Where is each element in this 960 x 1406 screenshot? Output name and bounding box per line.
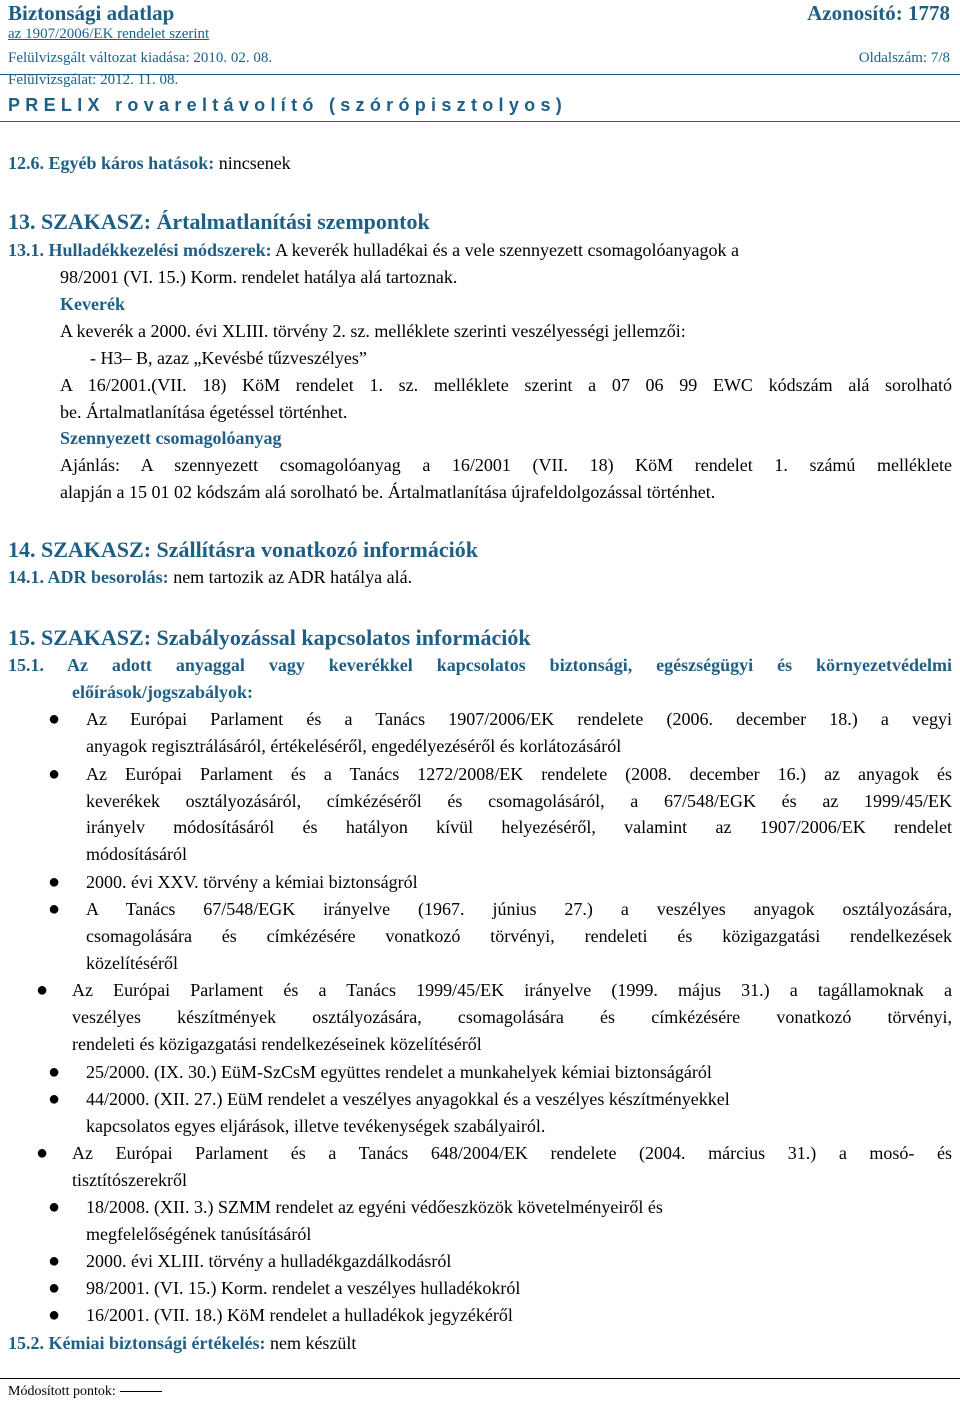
section-14-title: 14. SZAKASZ: Szállításra vonatkozó információk	[8, 537, 478, 562]
mixture-line-1: A keverék a 2000. évi XLIII. törvény 2. sz. melléklete szerinti veszélyességi jellemzői:	[60, 321, 686, 341]
regulation-subtitle: az 1907/2006/EK rendelet szerint	[8, 26, 210, 42]
list-bullet: ●	[48, 1196, 61, 1218]
list-item: Az Európai Parlament és a Tanács 648/2004/EK rendelete (2004. március 31.) a mosó- és	[72, 1143, 952, 1163]
mixture-line-2: - H3– B, azaz „Kevésbé tűzveszélyes”	[90, 348, 367, 368]
list-item: Az Európai Parlament és a Tanács 1907/2006/EK rendelete (2006. december 18.) a vegyi	[86, 709, 952, 729]
list-item: módosításáról	[86, 844, 187, 864]
section-15-title: 15. SZAKASZ: Szabályozással kapcsolatos információk	[8, 625, 531, 650]
section-13-1-line2: 98/2001 (VI. 15.) Korm. rendelet hatálya alá tartoznak.	[60, 267, 458, 287]
list-bullet: ●	[48, 898, 61, 920]
list-item: Az Európai Parlament és a Tanács 1272/2008/EK rendelete (2008. december 16.) az anyagok és	[86, 764, 952, 784]
section-15-2	[8, 1333, 356, 1354]
list-item: 18/2008. (XII. 3.) SZMM rendelet az egyéni védőeszközök követelményeiről és	[86, 1197, 663, 1217]
list-bullet: ●	[48, 1304, 61, 1326]
list-item: tisztítószerekről	[72, 1170, 187, 1190]
section-13-1-text: A keverék hulladékai és a vele szennyezett csomagolóanyagok a	[271, 240, 739, 260]
packaging-heading: Szennyezett csomagolóanyag	[60, 428, 282, 448]
list-bullet: ●	[48, 708, 61, 730]
section-15-2-value: nem készült	[265, 1333, 357, 1353]
footer-modified-points	[8, 1384, 162, 1400]
mixture-line-4: be. Ártalmatlanítása égetéssel történhet.	[60, 402, 348, 422]
list-bullet: ●	[48, 1061, 61, 1083]
section-15-1-line2: előírások/jogszabályok:	[72, 682, 254, 702]
list-item: 2000. évi XLIII. törvény a hulladékgazdálkodásról	[86, 1251, 452, 1271]
list-item: 2000. évi XXV. törvény a kémiai biztonságról	[86, 872, 418, 892]
section-12-6-label: 12.6. Egyéb káros hatások:	[8, 153, 215, 173]
section-15-2-label: 15.2. Kémiai biztonsági értékelés:	[8, 1333, 266, 1353]
section-15-1-line1: 15.1. Az adott anyaggal vagy keverékkel kapcsolatos biztonsági, egészségügyi és környezetvédelmi	[8, 655, 952, 675]
list-item: Az Európai Parlament és a Tanács 1999/45/EK irányelve (1999. május 31.) a tagállamoknak a	[72, 980, 952, 1000]
header-divider-top	[0, 74, 960, 75]
list-item: 44/2000. (XII. 27.) EüM rendelet a veszélyes anyagokkal és a veszélyes készítményekkel	[86, 1089, 730, 1109]
list-item: 16/2001. (VII. 18.) KöM rendelet a hulladékok jegyzékéről	[86, 1305, 513, 1325]
modified-points-label: Módosított pontok:	[8, 1384, 116, 1399]
section-14-1-label: 14.1. ADR besorolás:	[8, 567, 169, 587]
list-item: 25/2000. (IX. 30.) EüM-SzCsM együttes rendelet a munkahelyek kémiai biztonságáról	[86, 1062, 712, 1082]
list-item: keverékek osztályozásáról, címkézéséről és csomagolásáról, a 67/548/EGK és az 1999/45/EK	[86, 791, 952, 811]
section-14-1	[8, 567, 412, 588]
packaging-line-2: alapján a 15 01 02 kódszám alá sorolható be. Ártalmatlanítása újrafeldolgozással történhet.	[60, 482, 716, 502]
section-13-1-label: 13.1. Hulladékkezelési módszerek:	[8, 240, 272, 260]
list-item: veszélyes készítmények osztályozására, csomagolására és címkézésére vonatkozó törvényi,	[72, 1007, 952, 1027]
section-12-6-value: nincsenek	[214, 153, 291, 173]
list-item: kapcsolatos egyes eljárások, illetve tevékenységek szabályairól.	[86, 1116, 546, 1136]
section-13-title: 13. SZAKASZ: Ártalmatlanítási szempontok	[8, 209, 430, 234]
list-bullet: ●	[48, 763, 61, 785]
section-13-1-line1	[8, 240, 739, 261]
list-item: csomagolására és címkézésére vonatkozó törvényi, rendeleti és közigazgatási rendelkezések	[86, 926, 952, 946]
mixture-line-3: A 16/2001.(VII. 18) KöM rendelet 1. sz. melléklete szerint a 07 06 99 EWC kódszám alá sorolható	[60, 375, 952, 395]
list-bullet: ●	[48, 1250, 61, 1272]
list-bullet: ●	[48, 871, 61, 893]
packaging-line-1: Ajánlás: A szennyezett csomagolóanyag a 16/2001 (VII. 18) KöM rendelet 1. számú melléklete	[60, 455, 952, 475]
product-name: PRELIX rovareltávolító (szórópisztolyos)	[8, 95, 568, 115]
doc-identifier: Azonosító: 1778	[807, 1, 950, 25]
revision-issue: Felülvizsgált változat kiadása: 2010. 02. 08.	[8, 50, 273, 66]
section-12-6	[8, 153, 291, 174]
list-bullet: ●	[48, 1088, 61, 1110]
list-bullet: ●	[48, 1277, 61, 1299]
mixture-heading: Keverék	[60, 294, 125, 314]
list-bullet: ●	[36, 979, 49, 1001]
list-bullet: ●	[36, 1142, 49, 1164]
list-item: rendeleti és közigazgatási rendelkezéseinek közelítéséről	[72, 1034, 482, 1054]
footer-divider	[0, 1378, 960, 1379]
list-item: anyagok regisztrálásáról, értékeléséről, engedélyezéséről és korlátozásáról	[86, 736, 622, 756]
list-item: A Tanács 67/548/EGK irányelve (1967. június 27.) a veszélyes anyagok osztályozására,	[86, 899, 952, 919]
list-item: közelítéséről	[86, 953, 178, 973]
list-item: irányelv módosításáról és hatályon kívül helyezéséről, valamint az 1907/2006/EK rendelet	[86, 817, 952, 837]
doc-title: Biztonsági adatlap	[8, 1, 175, 25]
section-14-1-value: nem tartozik az ADR hatálya alá.	[168, 567, 413, 587]
review-date: Felülvizsgálat: 2012. 11. 08.	[8, 72, 179, 88]
list-item: 98/2001. (VI. 15.) Korm. rendelet a veszélyes hulladékokról	[86, 1278, 521, 1298]
modified-points-blank	[120, 1391, 162, 1392]
page-number: Oldalszám: 7/8	[858, 50, 950, 66]
header-divider-bottom	[0, 121, 960, 122]
list-item: megfelelőségének tanúsításáról	[86, 1224, 312, 1244]
